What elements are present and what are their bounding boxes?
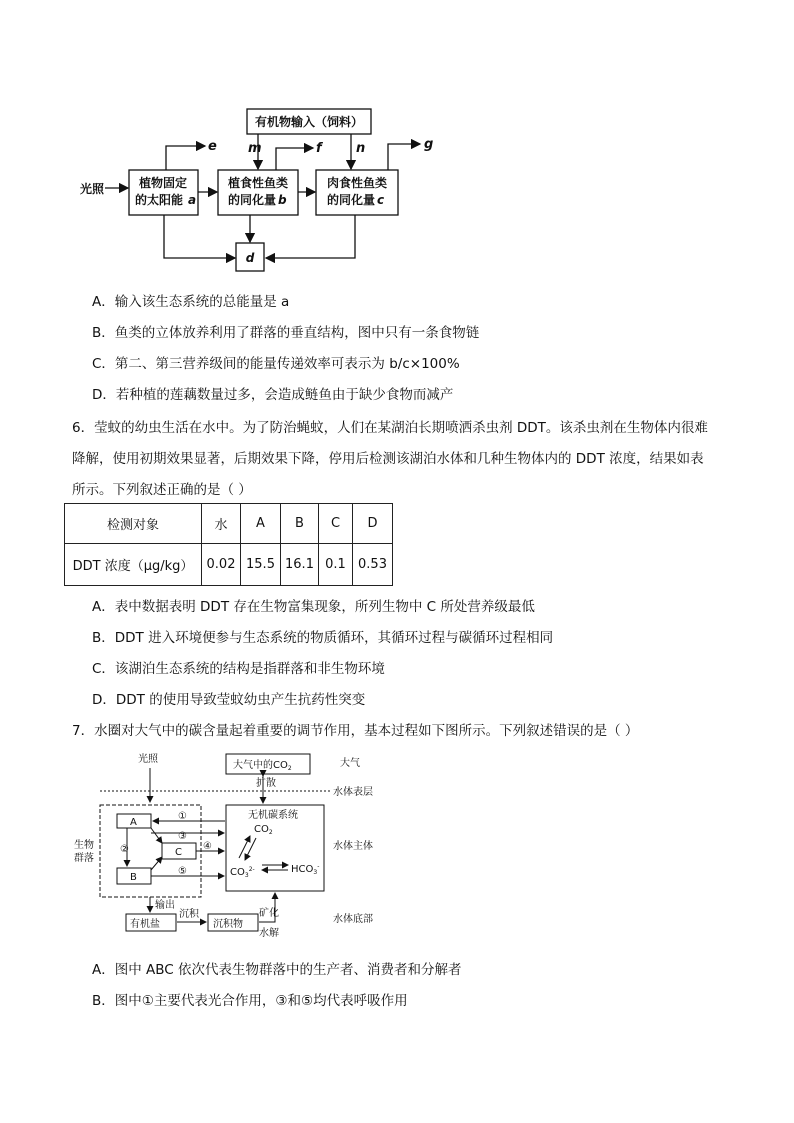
svg-text:g: g [424, 137, 434, 152]
svg-text:d: d [245, 251, 255, 265]
q5-option-d: D．若种植的莲藕数量过多，会造成鲢鱼由于缺少食物而减产 [92, 387, 454, 403]
svg-text:C: C [175, 847, 182, 858]
table-header-cell: B [281, 504, 319, 544]
svg-text:沉积: 沉积 [179, 909, 199, 920]
svg-text:无机碳系统: 无机碳系统 [248, 810, 298, 821]
q7-option-a: A．图中 ABC 依次代表生物群落中的生产者、消费者和分解者 [92, 962, 462, 978]
svg-text:CO32-: $CO_3^{2-}$ [230, 866, 255, 879]
svg-text:的太阳能: 的太阳能 [134, 193, 184, 207]
svg-text:大气中的CO2: 大气中的$CO_2$ [233, 760, 292, 772]
q6-stem-line1: 6．莹蚊的幼虫生活在水中。为了防治蝇蚊，人们在某湖泊长期喷洒杀虫剂 DDT。该杀虫剂在生物体内很难 [72, 420, 708, 436]
table-cell: 16.1 [281, 544, 319, 586]
q5-option-b: B．鱼类的立体放养利用了群落的垂直结构，图中只有一条食物链 [92, 325, 480, 341]
svg-text:沉积物: 沉积物 [213, 919, 243, 930]
table-header-row [65, 504, 393, 544]
svg-text:f: f [316, 141, 322, 156]
svg-text:矿化: 矿化 [259, 908, 279, 919]
q5-option-c: C．第二、第三营养级间的能量传递效率可表示为 b/c×100% [92, 356, 460, 372]
svg-text:A: A [130, 817, 137, 828]
svg-text:的同化量: 的同化量 [326, 193, 376, 207]
carbon-cycle-diagram [70, 748, 400, 940]
q6-option-b: B．DDT 进入环境便参与生态系统的物质循环，其循环过程与碳循环过程相同 [92, 630, 554, 646]
svg-text:a: a [188, 193, 197, 207]
svg-text:大气: 大气 [340, 758, 360, 769]
q6-stem-line2: 降解，使用初期效果显著，后期效果下降，停用后检测该湖泊水体和几种生物体内的 DDT 浓度，结果如表 [72, 451, 704, 467]
svg-text:水体主体: 水体主体 [333, 841, 373, 852]
svg-text:CO2: $CO_2$ [254, 824, 273, 836]
q5-option-a: A．输入该生态系统的总能量是 a [92, 294, 290, 310]
table-cell: 0.02 [202, 544, 241, 586]
svg-text:c: c [377, 193, 385, 207]
table-cell: 0.53 [353, 544, 393, 586]
svg-text:的同化量: 的同化量 [227, 193, 277, 207]
svg-text:植食性鱼类: 植食性鱼类 [227, 176, 289, 190]
svg-text:③: ③ [178, 831, 187, 842]
svg-text:b: b [278, 193, 287, 207]
q6-stem-line3: 所示。下列叙述正确的是（ ） [72, 482, 252, 498]
svg-text:群落: 群落 [74, 853, 94, 864]
ddt-table [64, 503, 393, 586]
q6-option-a: A．表中数据表明 DDT 存在生物富集现象，所列生物中 C 所处营养级最低 [92, 599, 535, 615]
svg-text:有机盐: 有机盐 [130, 919, 160, 930]
svg-text:水解: 水解 [259, 928, 279, 939]
table-header-cell: 检测对象 [65, 504, 202, 544]
svg-text:生物: 生物 [74, 840, 94, 851]
svg-text:扩散: 扩散 [256, 778, 276, 789]
svg-text:m: m [248, 141, 262, 156]
svg-text:植物固定: 植物固定 [138, 176, 188, 190]
svg-text:B: B [130, 872, 137, 883]
svg-text:①: ① [178, 811, 187, 822]
table-header-cell: A [241, 504, 281, 544]
q7-stem: 7．水圈对大气中的碳含量起着重要的调节作用，基本过程如下图所示。下列叙述错误的是（ ） [72, 723, 639, 739]
svg-text:④: ④ [203, 841, 212, 852]
svg-text:e: e [208, 139, 217, 154]
table-header-cell: D [353, 504, 393, 544]
svg-text:肉食性鱼类: 肉食性鱼类 [326, 176, 388, 190]
q6-option-c: C．该湖泊生态系统的结构是指群落和非生物环境 [92, 661, 385, 677]
svg-text:水体表层: 水体表层 [333, 787, 373, 798]
q6-option-d: D．DDT 的使用导致莹蚊幼虫产生抗药性突变 [92, 692, 366, 708]
svg-text:光照: 光照 [138, 754, 158, 765]
table-row [65, 544, 393, 586]
table-header-cell: 水 [202, 504, 241, 544]
svg-text:②: ② [120, 844, 129, 855]
energy-flow-diagram [70, 100, 450, 280]
q7-option-b: B．图中①主要代表光合作用，③和⑤均代表呼吸作用 [92, 993, 408, 1009]
table-header-cell: C [319, 504, 353, 544]
table-cell: 0.1 [319, 544, 353, 586]
table-cell: DDT 浓度（μg/kg） [65, 544, 202, 586]
svg-text:⑤: ⑤ [178, 866, 187, 877]
svg-text:输出: 输出 [155, 900, 175, 911]
sunlight-label: 光照 [80, 182, 105, 196]
table-cell: 15.5 [241, 544, 281, 586]
feed-input-label: 有机物输入（饲料） [254, 115, 364, 129]
svg-text:HCO3-: $HCO_3^-$ [291, 863, 320, 876]
svg-text:n: n [356, 141, 366, 156]
svg-text:水体底部: 水体底部 [333, 914, 373, 925]
